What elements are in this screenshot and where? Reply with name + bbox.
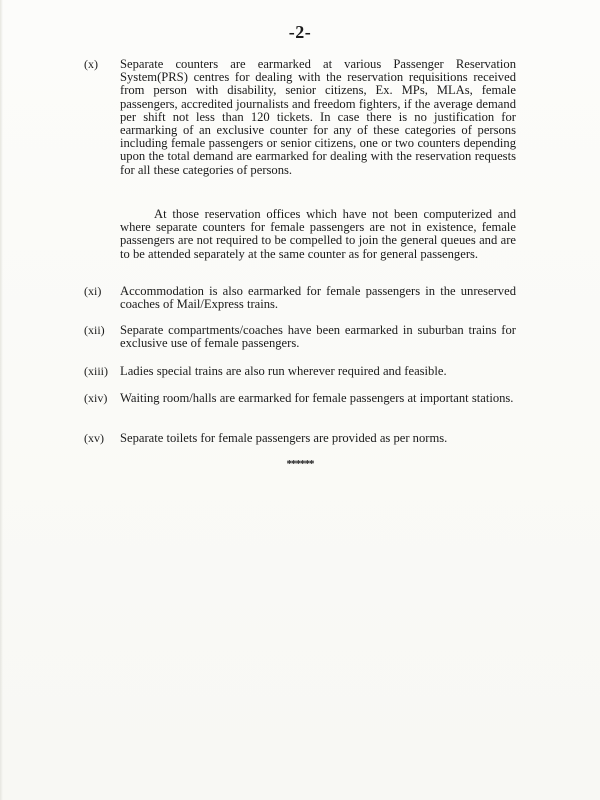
item-label: (xii) xyxy=(84,323,105,337)
list-item-xiv xyxy=(84,392,516,405)
list-item-xi xyxy=(84,285,516,311)
item-text: Ladies special trains are also run wherever required and feasible. xyxy=(120,364,447,378)
list-item-xii xyxy=(84,324,516,350)
page-number: -2- xyxy=(288,22,312,42)
item-label: (xv) xyxy=(84,431,104,445)
item-text: Waiting room/halls are earmarked for female passengers at important stations. xyxy=(120,391,514,405)
item-label: (x) xyxy=(84,57,98,71)
item-label: (xiv) xyxy=(84,391,108,405)
item-text: Separate counters are earmarked at various Passenger Reservation System(PRS) centres for dealing with the reservation requisitions received from person with disability, senior citizens, Ex. MPs, MLAs, female passengers, accredited journalists and freedom fighters, if the average demand per shift not less than 120 tickets. In case there is no justification for earmarking of an exclusive counter for any of these categories of persons including female passengers or senior citizens, one or two counters depending upon the total demand are earmarked for dealing with the reservation requests for all these categories of persons. xyxy=(120,57,516,177)
item-x-sub-paragraph: At those reservation offices which have not been computerized and where separate counters for female passengers are not in existence, female passengers are not required to be compelled to join the general queues and are to be attended separately at the same counter as for general passengers. xyxy=(120,207,516,261)
item-label: (xi) xyxy=(84,284,102,298)
item-text: Separate compartments/coaches have been earmarked in suburban trains for exclusive use of female passengers. xyxy=(120,323,516,351)
list-item-x xyxy=(84,58,516,177)
list-item-xv xyxy=(84,432,516,445)
item-text: Separate toilets for female passengers are provided as per norms. xyxy=(120,431,448,445)
item-text: Accommodation is also earmarked for female passengers in the unreserved coaches of Mail/Express trains. xyxy=(120,284,516,312)
end-of-document-mark: ****** xyxy=(286,458,314,470)
item-label: (xiii) xyxy=(84,364,108,378)
scan-edge-shadow xyxy=(0,0,3,800)
list-item-xiii xyxy=(84,365,516,378)
